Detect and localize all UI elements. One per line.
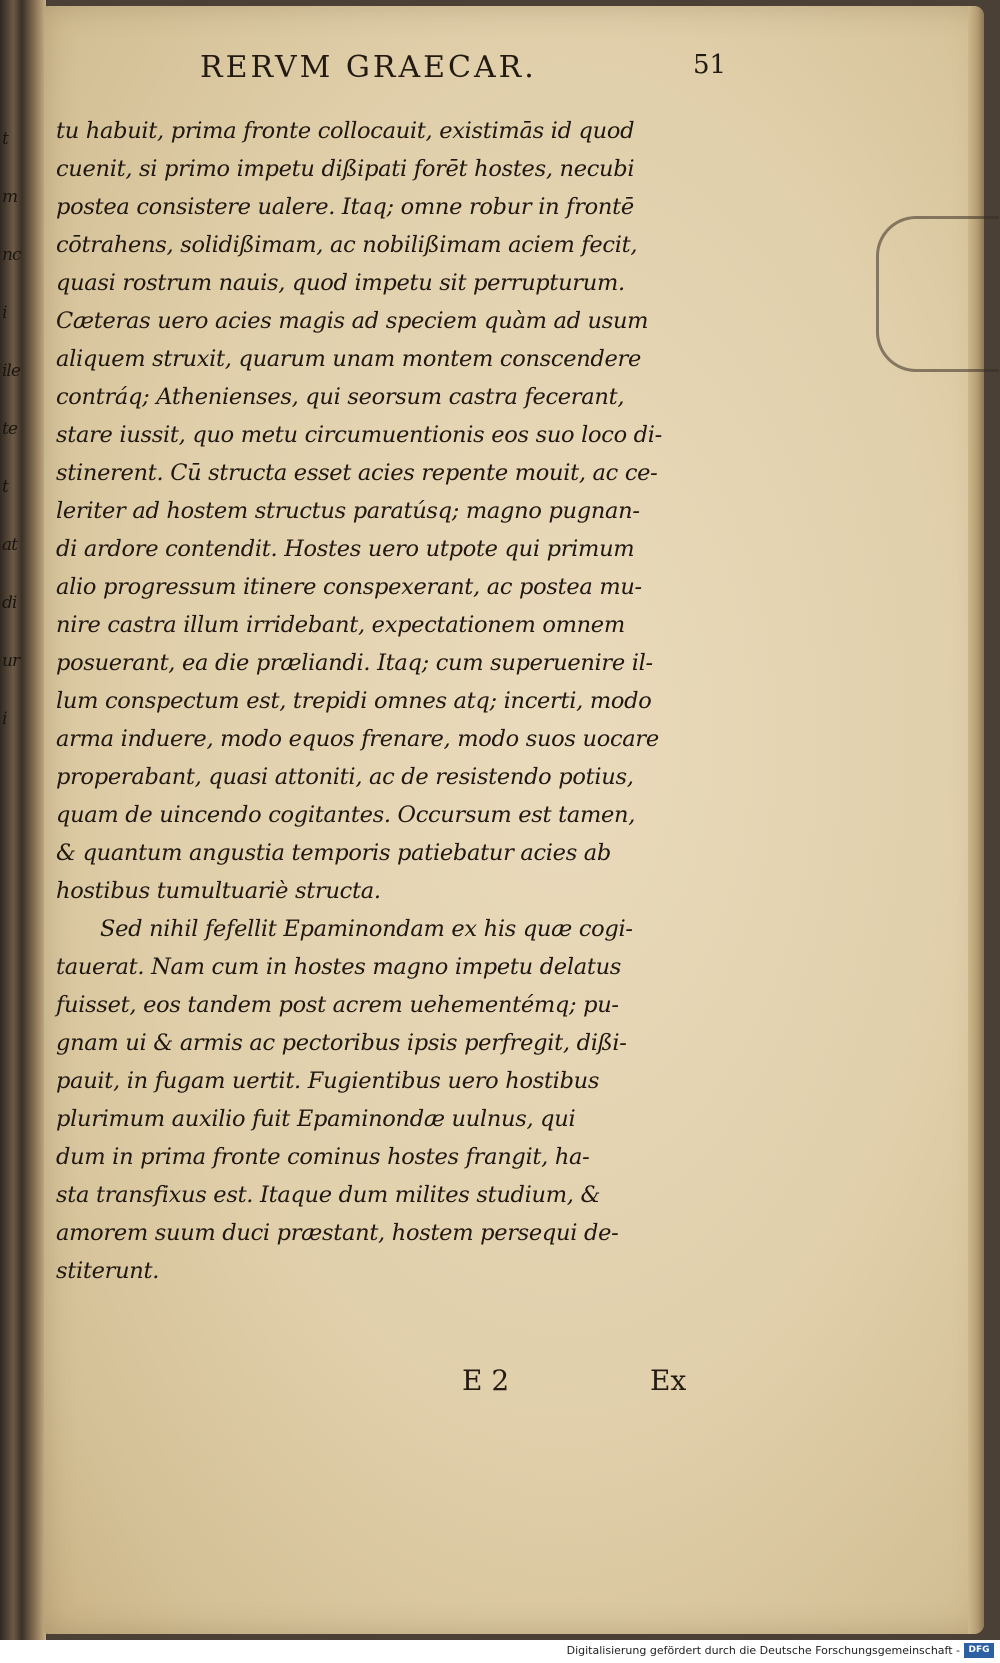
facing-page-fragment: m: [2, 187, 18, 207]
text-line: dum in prima fronte cominus hostes frangit, ha-: [56, 1144, 590, 1170]
body-text: [56, 112, 736, 1290]
text-line: quam de uincendo cogitantes. Occursum est tamen,: [56, 802, 636, 828]
facing-page-fragments: [2, 110, 22, 748]
text-line: leriter ad hostem structus paratúsq; magno pugnan-: [56, 498, 640, 524]
signature-mark: E 2: [462, 1364, 510, 1397]
dfg-logo: DFG: [964, 1643, 994, 1658]
digitization-credit: Digitalisierung gefördert durch die Deutsche Forschungsgemeinschaft -: [566, 1644, 960, 1657]
running-head: RERVM GRAECAR.: [200, 50, 537, 85]
text-line: alio progressum itinere conspexerant, ac postea mu-: [56, 574, 642, 600]
text-line: hostibus tumultuariè structa.: [56, 878, 381, 904]
text-line: stare iussit, quo metu circumuentionis eos suo loco di-: [56, 422, 662, 448]
text-line: postea consistere ualere. Itaq; omne robur in frontē: [56, 194, 634, 220]
facing-page-fragment: i: [2, 303, 7, 323]
text-line: properabant, quasi attoniti, ac de resistendo potius,: [56, 764, 634, 790]
text-line: di ardore contendit. Hostes uero utpote qui primum: [56, 536, 635, 562]
facing-page-fragment: di: [2, 593, 17, 613]
text-line: amorem suum duci præstant, hostem persequi de-: [56, 1220, 619, 1246]
text-line: posuerant, ea die præliandi. Itaq; cum superuenire il-: [56, 650, 653, 676]
text-line: quasi rostrum nauis, quod impetu sit perrupturum.: [56, 270, 625, 296]
text-line: stinerent. Cū structa esset acies repente mouit, ac ce-: [56, 460, 658, 486]
page-number: 51: [693, 50, 727, 80]
catchword: Ex: [650, 1364, 687, 1397]
facing-page-edge: [0, 0, 22, 1640]
text-line: pauit, in fugam uertit. Fugientibus uero hostibus: [56, 1068, 600, 1094]
text-line: Sed nihil fefellit Epaminondam ex his quæ cogi-: [100, 916, 633, 942]
text-line: nire castra illum irridebant, expectationem omnem: [56, 612, 625, 638]
facing-page-fragment: nc: [2, 245, 21, 265]
text-line: arma induere, modo equos frenare, modo suos uocare: [56, 726, 659, 752]
text-line: contráq; Athenienses, qui seorsum castra fecerant,: [56, 384, 625, 410]
text-line: tu habuit, prima fronte collocauit, existimās id quod: [56, 118, 635, 144]
paragraph-2: [56, 910, 736, 1290]
book-gutter: [22, 0, 46, 1640]
facing-page-fragment: ur: [2, 651, 20, 671]
facing-page-fragment: t: [2, 477, 8, 497]
text-line: plurimum auxilio fuit Epaminondæ uulnus, qui: [56, 1106, 576, 1132]
text-line: stiterunt.: [56, 1258, 160, 1284]
facing-page-fragment: te: [2, 419, 17, 439]
text-line: fuisset, eos tandem post acrem uehementémq; pu-: [56, 992, 619, 1018]
clip-mark: [876, 216, 999, 372]
facing-page-fragment: at: [2, 535, 17, 555]
facing-page-fragment: i: [2, 709, 7, 729]
facing-page-fragment: ile: [2, 361, 20, 381]
paragraph-1: [56, 112, 736, 910]
text-line: aliquem struxit, quarum unam montem conscendere: [56, 346, 641, 372]
text-line: cuenit, si primo impetu dißipati forēt hostes, necubi: [56, 156, 635, 182]
text-line: tauerat. Nam cum in hostes magno impetu delatus: [56, 954, 622, 980]
text-line: & quantum angustia temporis patiebatur acies ab: [56, 840, 612, 866]
text-line: cōtrahens, solidißimam, ac nobilißimam aciem fecit,: [56, 232, 638, 258]
text-line: Cæteras uero acies magis ad speciem quàm ad usum: [56, 308, 649, 334]
text-line: lum conspectum est, trepidi omnes atq; incerti, modo: [56, 688, 652, 714]
text-line: sta transfixus est. Itaque dum milites studium, &: [56, 1182, 601, 1208]
text-line: gnam ui & armis ac pectoribus ipsis perfregit, dißi-: [56, 1030, 627, 1056]
facing-page-fragment: t: [2, 129, 8, 149]
